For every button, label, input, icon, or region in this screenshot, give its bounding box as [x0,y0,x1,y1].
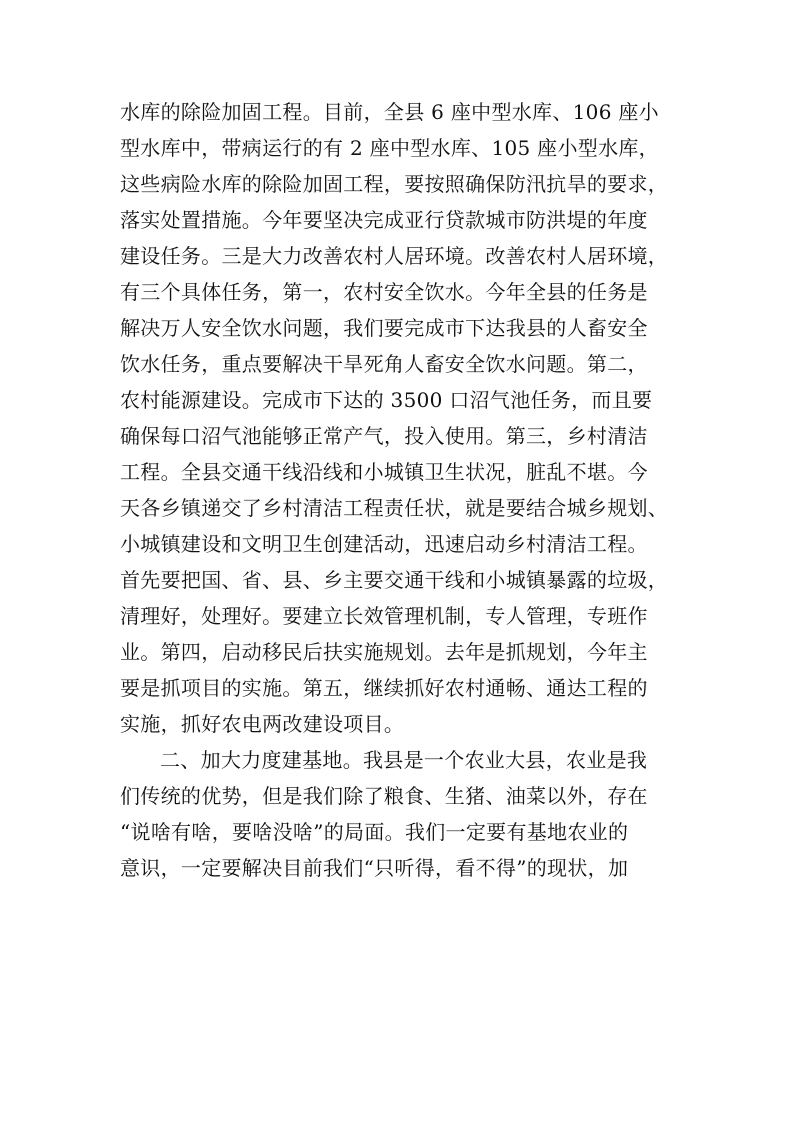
text-line: 要是抓项目的实施。第五，继续抓好农村通畅、通达工程的 [120,676,648,700]
text-line: 确保每口沼气池能够正常产气，投入使用。第三，乡村清洁 [120,424,648,448]
text-line: “说啥有啥，要啥没啥”的局面。我们一定要有基地农业的 [120,820,629,844]
text-line: 有三个具体任务，第一，农村安全饮水。今年全县的任务是 [120,280,648,304]
text-line: 们传统的优势，但是我们除了粮食、生猪、油菜以外，存在 [120,784,648,808]
text-line: 型水库中，带病运行的有 2 座中型水库、105 座小型水库， [120,136,659,160]
text-line: 落实处置措施。今年要坚决完成亚行贷款城市防洪堤的年度 [120,208,648,232]
text-line: 工程。全县交通干线沿线和小城镇卫生状况，脏乱不堪。今 [120,460,648,484]
text-line: 天各乡镇递交了乡村清洁工程责任状，就是要结合城乡规划、 [120,496,669,520]
text-line: 这些病险水库的除险加固工程，要按照确保防汛抗旱的要求， [120,172,669,196]
text-line: 小城镇建设和文明卫生创建活动，迅速启动乡村清洁工程。 [120,532,648,556]
text-line: 解决万人安全饮水问题，我们要完成市下达我县的人畜安全 [120,316,648,340]
paragraph-start-line: 二、加大力度建基地。我县是一个农业大县，农业是我 [160,748,648,772]
text-line: 饮水任务，重点要解决干旱死角人畜安全饮水问题。第二， [120,352,648,376]
text-line: 意识，一定要解决目前我们“只听得，看不得”的现状，加 [120,856,629,880]
text-line: 清理好，处理好。要建立长效管理机制，专人管理，专班作 [120,604,648,628]
text-line: 业。第四，启动移民后扶实施规划。去年是抓规划，今年主 [120,640,648,664]
text-line: 建设任务。三是大力改善农村人居环境。改善农村人居环境， [120,244,669,268]
text-line: 水库的除险加固工程。目前，全县 6 座中型水库、106 座小 [120,100,659,124]
text-line: 实施，抓好农电两改建设项目。 [120,712,405,736]
text-line: 首先要把国、省、县、乡主要交通干线和小城镇暴露的垃圾， [120,568,669,592]
body-text [120,94,690,886]
text-line: 农村能源建设。完成市下达的 3500 口沼气池任务，而且要 [120,388,653,412]
